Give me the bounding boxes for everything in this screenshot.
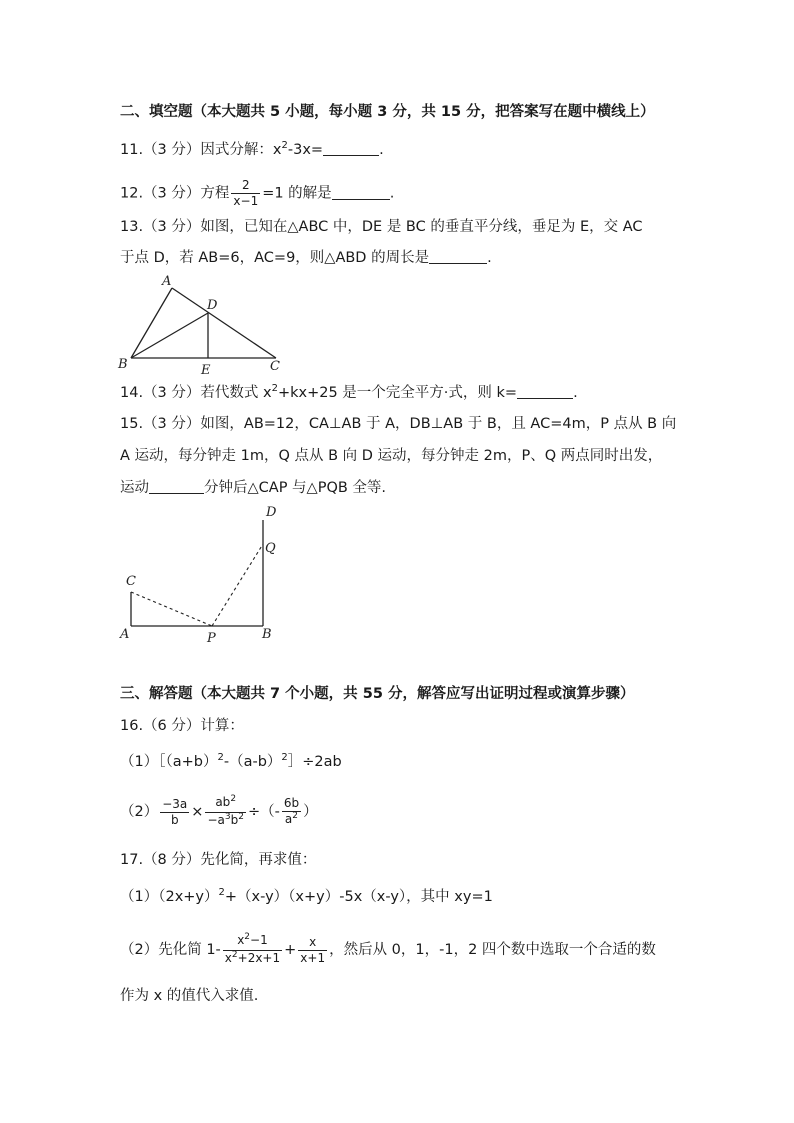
q17-p1-prefix: （1）（2x+y） <box>120 889 219 905</box>
q15-label-a: A <box>120 627 130 642</box>
q11-prefix: 11.（3 分）因式分解：x <box>120 142 282 158</box>
q16-p2-fraction3 <box>282 796 301 829</box>
q17-p1-suffix: +（x-y）（x+y）-5x（x-y），其中 xy=1 <box>224 889 493 905</box>
q13-end: . <box>487 250 492 266</box>
q13-label-a: A <box>162 274 172 289</box>
q16-part2 <box>120 794 318 830</box>
section2-heading: 二、填空题（本大题共 5 小题，每小题 3 分，共 15 分，把答案写在题中横线上） <box>120 104 655 120</box>
q17-p2-f1-num-rest: −1 <box>250 932 268 947</box>
q16-p2-f3-den-sup: 2 <box>292 810 299 821</box>
q12-frac-num: 2 <box>231 178 260 194</box>
q13-line1: 13.（3 分）如图，已知在△ABC 中，DE 是 BC 的垂直平分线，垂足为 E，交 AC <box>120 219 643 235</box>
q15-label-q: Q <box>265 541 276 556</box>
q16-p2-fraction1 <box>160 797 189 828</box>
q16-p2-f2-den-mid: b <box>230 812 239 827</box>
q16-p1-prefix: （1）［（a+b） <box>120 754 218 770</box>
q13-segment-bd <box>131 313 208 358</box>
q16-p2-f2-den-sup2: 2 <box>238 811 244 822</box>
q15-line3-suffix: 分钟后△CAP 与△PQB 全等. <box>204 480 387 496</box>
q15-label-d: D <box>266 505 277 520</box>
q14-sup: 2 <box>271 383 278 394</box>
q16-p2-label: （2） <box>120 804 159 820</box>
q12-prefix: 12.（3 分）方程 <box>120 185 230 202</box>
q17-part1 <box>120 887 493 909</box>
q17-p2-suffix: ，然后从 0，1，-1，2 四个数中选取一个合适的数 <box>329 942 656 958</box>
q12-suffix: =1 的解是 <box>262 185 332 202</box>
q17-p2-prefix: （2）先化简 1- <box>120 942 221 958</box>
q17-p2-fraction1 <box>223 933 282 968</box>
q15-answer-blank[interactable] <box>149 479 204 494</box>
q17-p2-f1-num: x <box>237 932 245 947</box>
q13-label-e: E <box>201 363 211 378</box>
q16-p2-f1-num: −3a <box>162 796 188 811</box>
q16-p2-div: ÷（- <box>247 804 280 820</box>
q13-label-b: B <box>118 357 128 372</box>
q13-label-c: C <box>270 359 280 374</box>
q11-end: . <box>379 142 384 158</box>
q16-p2-f3-den: a <box>284 811 293 826</box>
q16-p2-times: × <box>191 804 204 820</box>
q15-figure <box>112 500 292 648</box>
q17-p2-f1-num-sup: 2 <box>244 931 251 942</box>
q16-p2-f2-num: ab <box>215 794 231 809</box>
q14-suffix: +kx+25 是一个完全平方·式，则 k= <box>277 385 518 401</box>
question-12 <box>120 178 394 209</box>
q17-p2-line2: 作为 x 的值代入求值. <box>120 988 259 1004</box>
q17-p2-fraction2 <box>298 935 327 966</box>
q16-p2-fraction2 <box>205 795 246 830</box>
q14-answer-blank[interactable] <box>517 384 573 399</box>
q15-label-b: B <box>262 627 272 642</box>
q16-p2-f3-num: 6b <box>283 795 300 810</box>
q16-p2-f2-den-sup1: 3 <box>224 811 231 822</box>
q14-end: . <box>573 385 578 401</box>
q13-line2-wrap <box>120 248 492 268</box>
q13-segment-ab <box>131 288 172 358</box>
q11-suffix: -3x= <box>287 142 324 158</box>
q17-title: 17.（8 分）先化简，再求值： <box>120 852 317 868</box>
q12-end: . <box>389 185 395 202</box>
q13-segment-ac <box>172 288 276 358</box>
q16-p1-sup2: 2 <box>281 752 288 763</box>
q16-p2-f1-den: b <box>170 812 179 827</box>
q12-answer-blank[interactable] <box>332 185 390 200</box>
question-14 <box>120 383 578 405</box>
q11-answer-blank[interactable] <box>323 141 379 156</box>
q15-segment-cp <box>131 592 212 626</box>
q16-p2-f2-den: −a <box>207 812 225 827</box>
q17-p2-f2-den: x+1 <box>300 950 326 965</box>
q13-answer-blank[interactable] <box>429 249 487 264</box>
q17-p2-f1-den-sup: 2 <box>231 949 238 960</box>
q17-p2-plus: + <box>284 942 297 958</box>
q17-p1-sup: 2 <box>218 887 225 898</box>
q12-fraction <box>231 178 260 209</box>
q15-line2: A 运动，每分钟走 1m，Q 点从 B 向 D 运动，每分钟走 2m，P、Q 两点同时出发， <box>120 448 663 464</box>
q17-p2-f2-num: x <box>298 935 327 951</box>
q16-p1-mid: -（a-b） <box>223 754 282 770</box>
q16-title: 16.（6 分）计算： <box>120 718 244 734</box>
q15-segment-pq <box>212 544 263 626</box>
q15-label-p: P <box>207 631 216 646</box>
q14-prefix: 14.（3 分）若代数式 x <box>120 385 272 401</box>
q13-line2: 于点 D，若 AB=6，AC=9，则△ABD 的周长是 <box>120 250 430 266</box>
q12-frac-den: x−1 <box>233 194 259 208</box>
q13-triangle-figure <box>112 272 292 378</box>
q15-line3-prefix: 运动 <box>120 480 149 496</box>
q16-p2-f2-num-sup: 2 <box>230 793 237 804</box>
q17-p2-f1-den: x <box>224 950 232 965</box>
q16-p1-sup1: 2 <box>217 752 224 763</box>
q15-line3-wrap <box>120 478 386 498</box>
q17-p2-f1-den-rest: +2x+1 <box>237 950 281 965</box>
q15-line1: 15.（3 分）如图，AB=12，CA⊥AB 于 A，DB⊥AB 于 B，且 AC=4m，P 点从 B 向 <box>120 416 677 432</box>
q16-p1-suffix: ］÷2ab <box>287 754 342 770</box>
section3-heading: 三、解答题（本大题共 7 个小题，共 55 分，解答应写出证明过程或演算步骤） <box>120 686 635 702</box>
q17-part2 <box>120 931 656 969</box>
q15-label-c: C <box>126 574 136 589</box>
q16-p2-close: ） <box>303 804 318 820</box>
q16-part1 <box>120 752 342 774</box>
q13-label-d: D <box>207 298 218 313</box>
question-11 <box>120 140 384 162</box>
q11-sup: 2 <box>281 140 288 151</box>
